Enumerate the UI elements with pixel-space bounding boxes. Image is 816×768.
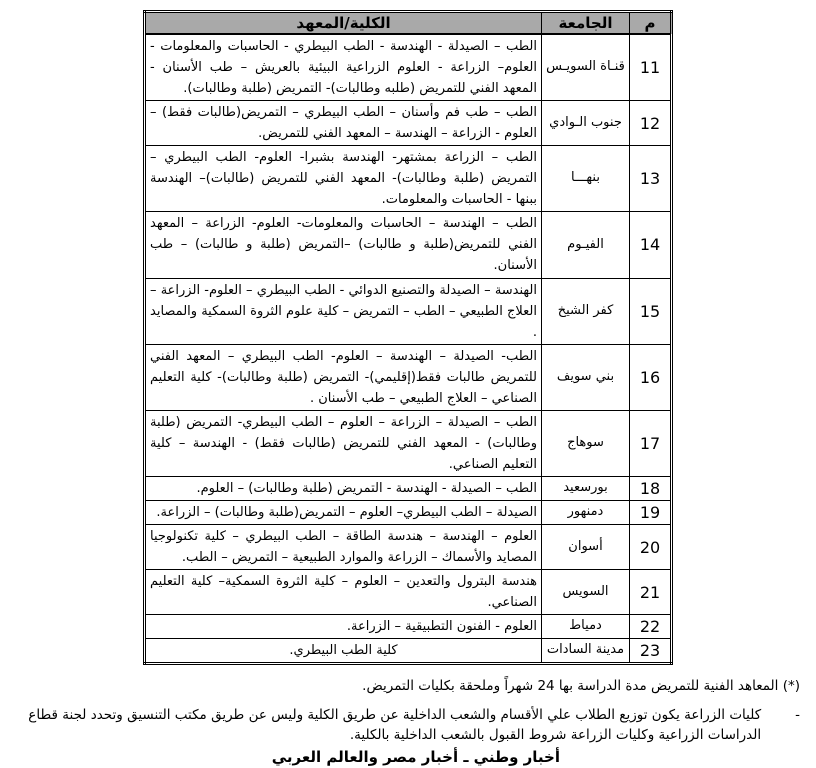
college-list: الهندسة – الصيدلة والتصنيع الدوائي - الطب البيطري – العلوم- الزراعة – العلاج الطبيعي – الطب – التمريض – كلية علوم الثروة السمكية والمصايد .: [145, 278, 542, 344]
college-list: هندسة البترول والتعدين – العلوم – كلية الثروة السمكية– كلية التعليم الصناعي.: [145, 570, 542, 615]
table-row: [145, 476, 672, 500]
row-number-cell: 12: [630, 101, 672, 146]
university-name: الفيـوم: [542, 212, 630, 278]
row-number-cell: 18: [630, 476, 672, 500]
row-number-cell: 21: [630, 570, 672, 615]
column-header-number: م: [630, 12, 672, 35]
university-name: قنـاة السويـس: [542, 34, 630, 101]
row-number-cell: 23: [630, 639, 672, 664]
university-name: السويس: [542, 570, 630, 615]
university-name: أسوان: [542, 525, 630, 570]
university-name: دمياط: [542, 615, 630, 639]
university-name: دمنهور: [542, 500, 630, 524]
college-list: الطب – الصيدلة - الهندسة - التمريض (طلبة وطالبات) – العلوم.: [145, 476, 542, 500]
college-list: الطب – الصيدلة – الزراعة – العلوم – الطب البيطري- التمريض (طلبة وطالبات) - المعهد الفني للتمريض (طالبات فقط) - الهندسة – كلية التعليم الصناعي.: [145, 410, 542, 476]
row-number-cell: 20: [630, 525, 672, 570]
table-row: [145, 278, 672, 344]
header-row: [145, 12, 672, 35]
footnotes-section: [0, 676, 816, 745]
university-name: كفر الشيخ: [542, 278, 630, 344]
college-list: الطب – طب فم وأسنان – الطب البيطري – التمريض(طالبات فقط) – العلوم - الزراعة – الهندسة – المعهد الفني للتمريض.: [145, 101, 542, 146]
table-row: [145, 212, 672, 278]
row-number-cell: 14: [630, 212, 672, 278]
row-number-cell: 16: [630, 344, 672, 410]
column-header-university: الجامعة: [542, 12, 630, 35]
university-name: سوهاج: [542, 410, 630, 476]
table-row: [145, 500, 672, 524]
university-name: بني سويف: [542, 344, 630, 410]
row-number-cell: 17: [630, 410, 672, 476]
table-row: [145, 344, 672, 410]
table-row: [145, 146, 672, 212]
table-row: [145, 525, 672, 570]
table-row: [145, 101, 672, 146]
college-list: الطب – الهندسة – الحاسبات والمعلومات- العلوم- الزراعة – المعهد الفني للتمريض(طلبة و طالبات) –التمريض (طلبة و طالبات) – طب الأسنان.: [145, 212, 542, 278]
college-list: الصيدلة – الطب البيطري– العلوم – التمريض(طلبة وطالبات) – الزراعة.: [145, 500, 542, 524]
college-list: كلية الطب البيطري.: [145, 639, 542, 664]
footnote-agriculture-colleges: [8, 705, 800, 746]
college-list: العلوم - الفنون التطبيقية – الزراعة.: [145, 615, 542, 639]
table-row: [145, 410, 672, 476]
university-name: جنوب الـوادي: [542, 101, 630, 146]
row-number-cell: 15: [630, 278, 672, 344]
table-row: [145, 34, 672, 101]
column-header-college: الكلية/المعهد: [145, 12, 542, 35]
table-row: [145, 570, 672, 615]
college-list: الطب – الصيدلة - الهندسة - الطب البيطري - الحاسبات والمعلومات - العلوم– الزراعة - العلوم الزراعية البيئية بالعريش – طب الأسنان - المعهد الفني للتمريض (طلبه وطالبات)- التمريض (طلبة وطالبات).: [145, 34, 542, 101]
row-number-cell: 19: [630, 500, 672, 524]
row-number-cell: 13: [630, 146, 672, 212]
college-list: الطب- الصيدلة – الهندسة – العلوم- الطب البيطري – المعهد الفني للتمريض طالبات فقط(إقليمي)- التمريض (طلبة وطالبات)- كلية التعليم الصناعي – العلاج الطبيعي – طب الأسنان .: [145, 344, 542, 410]
college-list: العلوم – الهندسة – هندسة الطاقة – الطب البيطري – كلية تكنولوجيا المصايد والأسماك – الزراعة والموارد الطبيعية – التمريض – الطب.: [145, 525, 542, 570]
row-number-cell: 22: [630, 615, 672, 639]
footnote-nursing-institutes: (*) المعاهد الفنية للتمريض مدة الدراسة بها 24 شهراً وملحقة بكليات التمريض.: [362, 678, 800, 695]
table-row: [145, 639, 672, 664]
table-row: [145, 615, 672, 639]
source-credit: أخبار وطني ـ أخبار مصر والعالم العربي: [271, 748, 560, 767]
university-name: بورسعيد: [542, 476, 630, 500]
universities-table: [143, 10, 673, 665]
row-number-cell: 11: [630, 34, 672, 101]
university-name: مدينة السادات: [542, 639, 630, 664]
university-name: بنهـــا: [542, 146, 630, 212]
footnote-dash-marker: -: [795, 706, 800, 723]
college-list: الطب – الزراعة بمشتهر- الهندسة بشبرا- العلوم- الطب البيطري – التمريض (طلبة وطالبات)- المعهد الفني للتمريض (طالبات)– الهندسة ببنها - الحاسبات والمعلومات.: [145, 146, 542, 212]
footnote-agriculture-text: كليات الزراعة يكون توزيع الطلاب علي الأقسام والشعب الداخلية عن طريق الكلية وليس عن طريق مكتب التنسيق وتحدد لجنة قطاع الدراسات الزراعية وكليات الزراعة شروط القبول بالشعب الداخلية بالكلية.: [28, 706, 762, 743]
